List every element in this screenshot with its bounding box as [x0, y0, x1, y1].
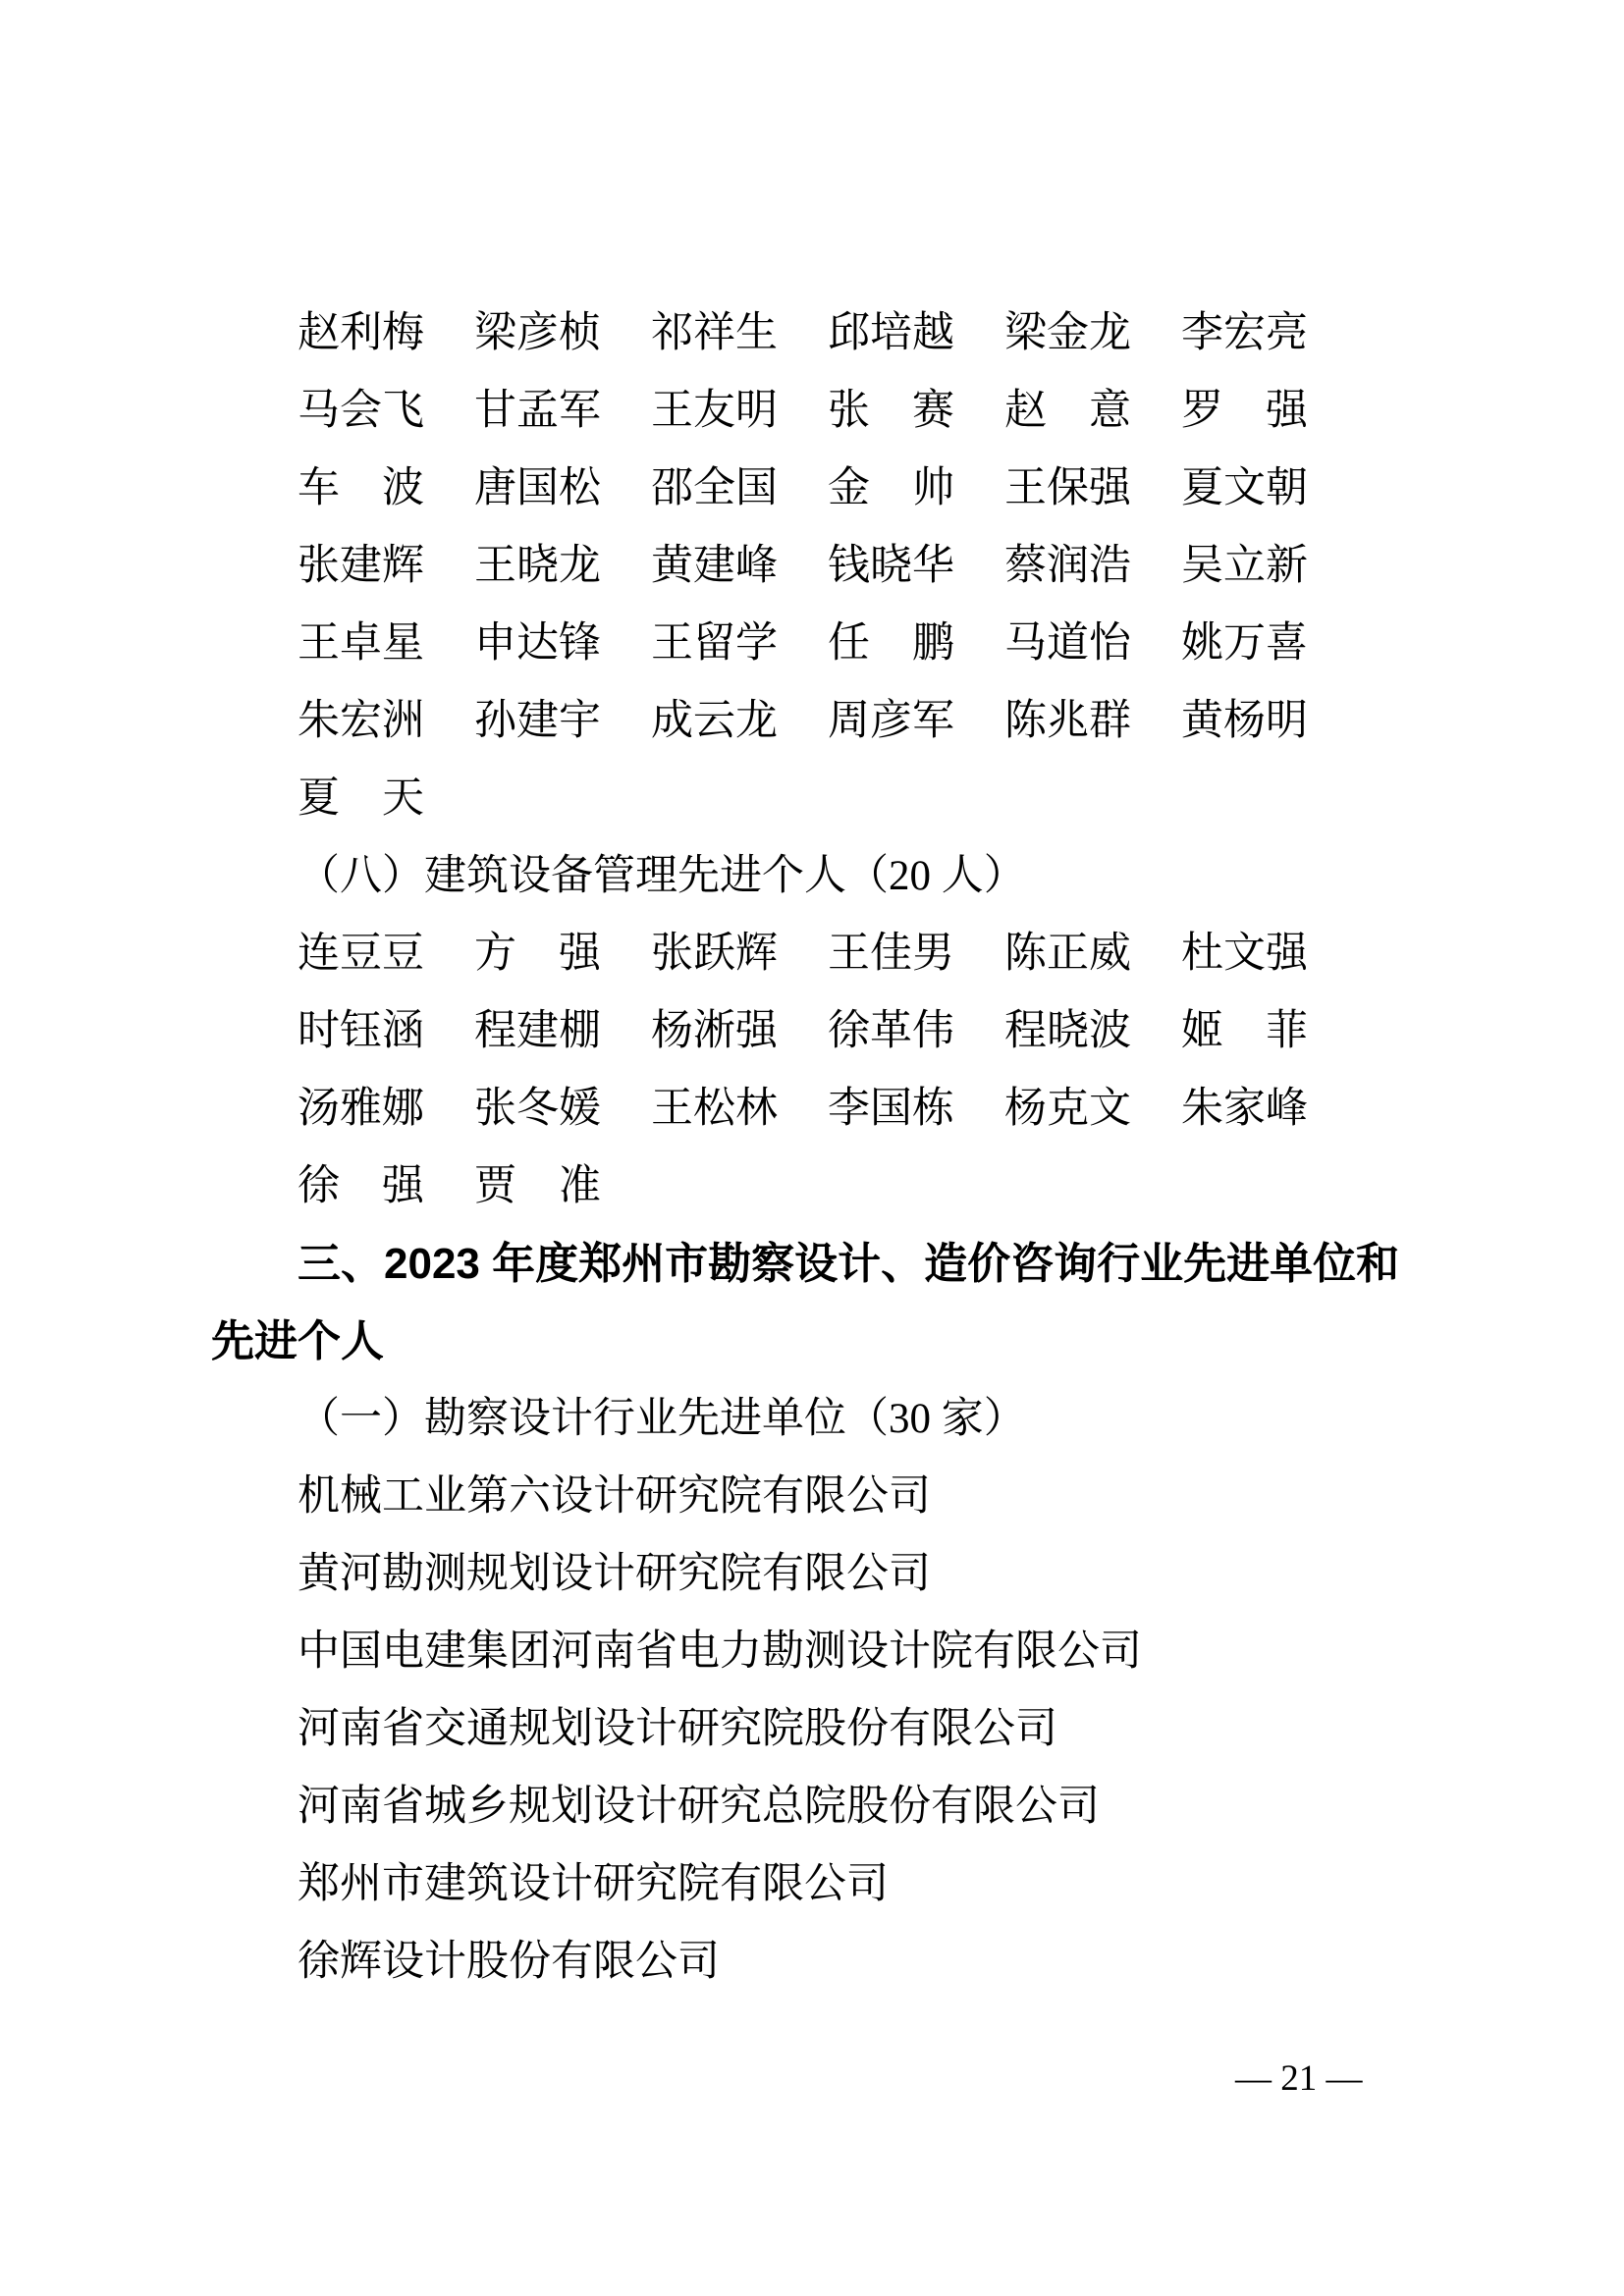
person-name: 甘孟军 [474, 388, 601, 434]
name-list-row [211, 294, 1448, 372]
person-name: 方 强 [474, 931, 601, 977]
person-name: 张跃辉 [651, 931, 778, 977]
individual-list-continued [211, 294, 1448, 837]
person-name: 陈正威 [1004, 931, 1131, 977]
person-name: 吴立新 [1181, 543, 1308, 589]
person-name: 张建辉 [298, 543, 424, 589]
name-list-row [211, 1070, 1448, 1148]
person-name: 车 波 [298, 465, 424, 511]
person-name: 蔡润浩 [1004, 543, 1131, 589]
name-list-row [211, 372, 1448, 450]
person-name: 申达锋 [474, 620, 601, 667]
person-name: 金 帅 [828, 465, 954, 511]
name-list-row [211, 450, 1448, 527]
person-name: 王松林 [651, 1086, 778, 1132]
person-name: 王晓龙 [474, 543, 601, 589]
person-name: 夏 天 [298, 775, 424, 822]
person-name: 赵 意 [1004, 388, 1131, 434]
section-3-heading [211, 1225, 1448, 1380]
person-name: 张冬媛 [474, 1086, 601, 1132]
company-list [211, 1458, 1448, 2001]
person-name: 唐国松 [474, 465, 601, 511]
person-name: 孙建宇 [474, 698, 601, 744]
name-list-row [211, 605, 1448, 682]
company-name: 机械工业第六设计研究院有限公司 [298, 1473, 931, 1520]
section-8-list [211, 915, 1448, 1225]
person-name: 任 鹏 [828, 620, 954, 667]
person-name: 祁祥生 [651, 310, 778, 356]
person-name: 杨淅强 [651, 1008, 778, 1054]
person-name: 王友明 [651, 388, 778, 434]
company-name: 徐辉设计股份有限公司 [298, 1939, 720, 1985]
person-name: 邵全国 [651, 465, 778, 511]
section-3-heading-line2: 先进个人 [211, 1317, 384, 1365]
person-name: 赵利梅 [298, 310, 424, 356]
name-list-row [211, 1148, 1448, 1225]
person-name: 杜文强 [1181, 931, 1308, 977]
company-name: 河南省交通规划设计研究院股份有限公司 [298, 1706, 1057, 1752]
person-name: 黄建峰 [651, 543, 778, 589]
company-name: 郑州市建筑设计研究院有限公司 [298, 1861, 889, 1907]
person-name: 梁彦桢 [474, 310, 601, 356]
person-name: 黄杨明 [1181, 698, 1308, 744]
person-name: 张 赛 [828, 388, 954, 434]
person-name: 程晓波 [1004, 1008, 1131, 1054]
person-name: 夏文朝 [1181, 465, 1308, 511]
person-name: 王留学 [651, 620, 778, 667]
company-name: 中国电建集团河南省电力勘测设计院有限公司 [298, 1629, 1142, 1675]
person-name: 王保强 [1004, 465, 1131, 511]
name-list-row [211, 760, 1448, 837]
person-name: 李国栋 [828, 1086, 954, 1132]
section-3-heading-line1: 三、2023 年度郑州市勘察设计、造价咨询行业先进单位和 [298, 1240, 1400, 1288]
person-name: 姬 菲 [1181, 1008, 1308, 1054]
name-list-row [211, 992, 1448, 1070]
person-name: 罗 强 [1181, 388, 1308, 434]
page-number: — 21 — [1235, 2058, 1363, 2099]
name-list-row [211, 915, 1448, 992]
person-name: 朱家峰 [1181, 1086, 1308, 1132]
name-list-row [211, 682, 1448, 760]
person-name: 王佳男 [828, 931, 954, 977]
person-name: 程建棚 [474, 1008, 601, 1054]
person-name: 徐 强 [298, 1163, 424, 1209]
person-name: 连豆豆 [298, 931, 424, 977]
person-name: 姚万喜 [1181, 620, 1308, 667]
person-name: 马会飞 [298, 388, 424, 434]
company-name: 黄河勘测规划设计研究院有限公司 [298, 1551, 931, 1597]
company-name: 河南省城乡规划设计研究总院股份有限公司 [298, 1784, 1100, 1830]
person-name: 汤雅娜 [298, 1086, 424, 1132]
person-name: 钱晓华 [828, 543, 954, 589]
person-name: 时钰涵 [298, 1008, 424, 1054]
person-name: 马道怡 [1004, 620, 1131, 667]
person-name: 贾 准 [474, 1163, 601, 1209]
person-name: 徐革伟 [828, 1008, 954, 1054]
section-8-heading: （八）建筑设备管理先进个人（20 人） [298, 853, 1026, 899]
person-name: 陈兆群 [1004, 698, 1131, 744]
person-name: 李宏亮 [1181, 310, 1308, 356]
person-name: 王卓星 [298, 620, 424, 667]
person-name: 周彦军 [828, 698, 954, 744]
person-name: 邱培越 [828, 310, 954, 356]
subsection-1-heading: （一）勘察设计行业先进单位（30 家） [298, 1396, 1026, 1442]
person-name: 杨克文 [1004, 1086, 1131, 1132]
person-name: 梁金龙 [1004, 310, 1131, 356]
person-name: 朱宏洲 [298, 698, 424, 744]
person-name: 成云龙 [651, 698, 778, 744]
document-body [211, 294, 1448, 2001]
name-list-row [211, 527, 1448, 605]
